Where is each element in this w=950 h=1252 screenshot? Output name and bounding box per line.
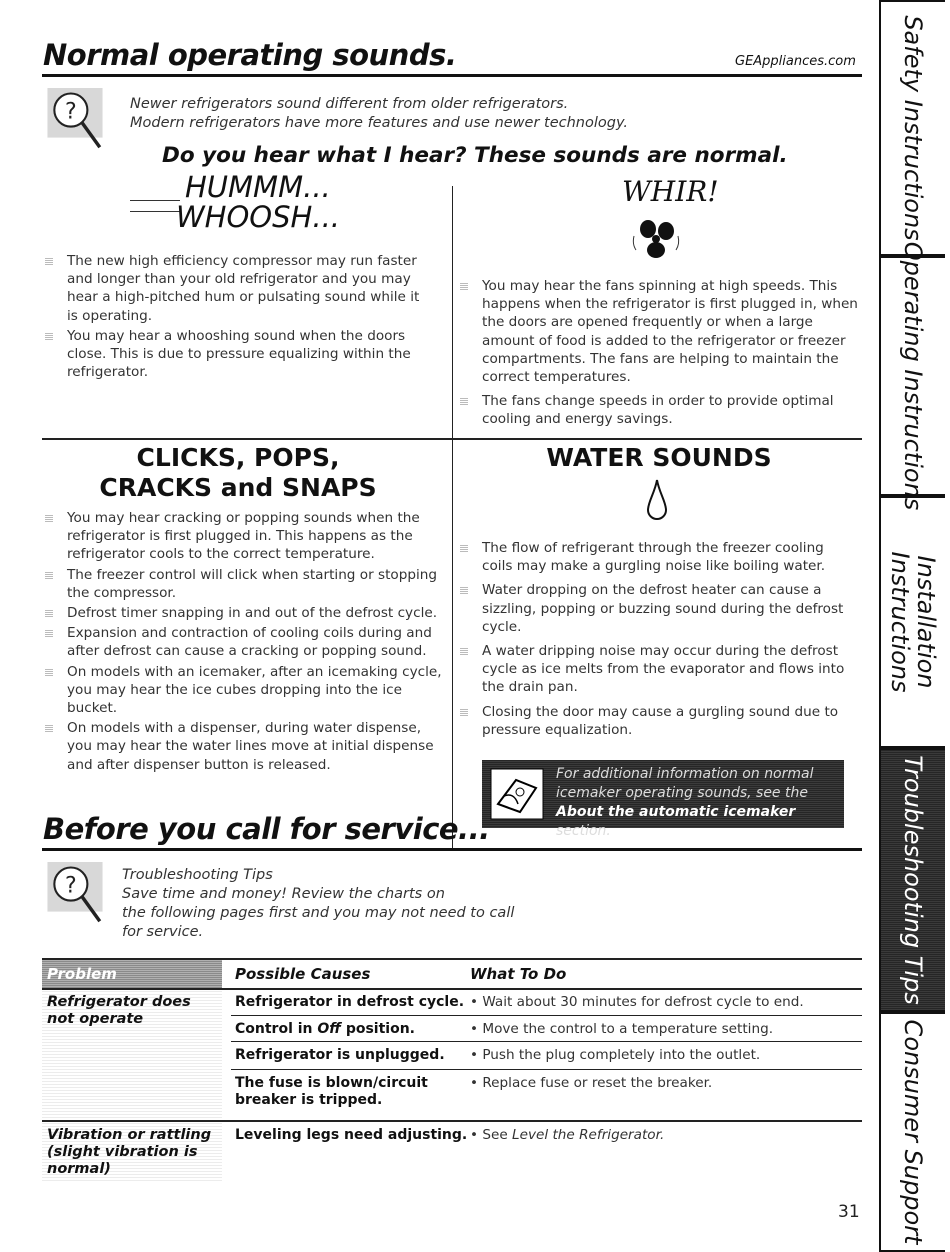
row-rule xyxy=(231,1041,862,1042)
question-magnifier-icon xyxy=(44,862,106,924)
row-rule xyxy=(231,1069,862,1070)
whoosh-speed-lines xyxy=(130,200,180,212)
tips-line-2: Save time and money! Review the charts on xyxy=(122,886,445,902)
problem-label: Refrigerator does not operate xyxy=(47,994,191,1027)
tab-label: Operating Instructions xyxy=(899,241,927,511)
question-magnifier-icon xyxy=(44,88,106,150)
service-title: Before you call for service... xyxy=(43,812,490,846)
whoosh-title: WHOOSH... xyxy=(176,200,341,234)
todo-text: • Replace fuse or reset the breaker. xyxy=(470,1075,713,1091)
intro-line-1: Newer refrigerators sound different from older refrigerators. xyxy=(130,96,569,112)
tab-label: Installation Instructions xyxy=(886,551,940,693)
tab-installation-instructions[interactable] xyxy=(879,496,945,748)
clicks-title-line-1: CLICKS, POPS, xyxy=(136,443,340,472)
tab-label: Safety Instructions xyxy=(899,15,927,241)
clicks-bullet: On models with a dispenser, during water dispense, you may hear the water lines move at initial dispense and after dispenser button is released. xyxy=(43,719,443,774)
water-bullet: Water dropping on the defrost heater can cause a sizzling, popping or buzzing sound during the defrost cycle. xyxy=(458,581,858,636)
whir-bullet: The fans change speeds in order to provide optimal cooling and energy savings. xyxy=(458,392,858,428)
header-causes: Possible Causes xyxy=(235,965,371,983)
svg-text:?: ? xyxy=(65,99,77,125)
todo-text: • See Level the Refrigerator. xyxy=(470,1127,665,1143)
clicks-title-line-2: CRACKS and SNAPS xyxy=(99,473,377,502)
cause-text: Control in Off position. xyxy=(235,1021,415,1037)
note-tail: section. xyxy=(556,823,611,839)
tab-label: Troubleshooting Tips xyxy=(899,755,927,1005)
water-bullet: The flow of refrigerant through the freezer cooling coils may make a gurgling noise like boiling water. xyxy=(458,539,858,575)
site-url: GEAppliances.com xyxy=(735,54,856,69)
tab-troubleshooting-tips[interactable] xyxy=(879,748,945,1012)
water-title: WATER SOUNDS xyxy=(546,443,772,472)
icemaker-note-box xyxy=(482,760,844,839)
fan-icon xyxy=(628,212,684,264)
clicks-bullet: On models with an icemaker, after an icemaking cycle, you may hear the ice cubes dropping into the ice bucket. xyxy=(43,663,443,718)
tips-line-3: the following pages first and you may not need to call xyxy=(122,905,515,921)
icemaker-icon xyxy=(490,768,544,820)
clicks-bullet: You may hear cracking or popping sounds when the refrigerator is first plugged in. This happens as the refrigerator cools to the correct temperature. xyxy=(43,509,443,564)
todo-text: • Move the control to a temperature setting. xyxy=(470,1021,774,1037)
tab-safety-instructions[interactable] xyxy=(879,0,945,256)
tab-consumer-support[interactable] xyxy=(879,1012,945,1252)
service-rule xyxy=(42,848,862,851)
page-number: 31 xyxy=(838,1202,860,1222)
note-bold-link: About the automatic icemaker xyxy=(556,804,796,820)
header-problem: Problem xyxy=(47,965,117,983)
clicks-title xyxy=(43,443,433,503)
cause-text: Refrigerator is unplugged. xyxy=(235,1047,445,1063)
group-rule xyxy=(42,1120,862,1122)
water-bullet: A water dripping noise may occur during the defrost cycle as ice melts from the evaporator and flows into the drain pan. xyxy=(458,642,858,697)
page-title: Normal operating sounds. xyxy=(43,38,457,72)
cause-text: The fuse is blown/circuit breaker is tripped. xyxy=(235,1075,428,1108)
note-line-2: icemaker operating sounds, see the xyxy=(556,785,808,801)
clicks-bullet: Expansion and contraction of cooling coils during and after defrost can cause a cracking or popping sound. xyxy=(43,624,443,660)
clicks-bullet: The freezer control will click when starting or stopping the compressor. xyxy=(43,566,443,602)
intro-line-2: Modern refrigerators have more features and use newer technology. xyxy=(130,115,629,131)
todo-text: • Wait about 30 minutes for defrost cycle to end. xyxy=(470,994,804,1010)
clicks-bullets xyxy=(43,509,443,776)
problem-label: Vibration or rattling (slight vibration is normal) xyxy=(47,1127,212,1177)
todo-text: • Push the plug completely into the outlet. xyxy=(470,1047,761,1063)
hum-bullet: The new high efficiency compressor may run faster and longer than your old refrigerator and you may hear a high-pitched hum or pulsating sound while it is operating. xyxy=(43,252,433,325)
side-tabs xyxy=(879,0,947,1245)
whir-bullets xyxy=(458,277,858,431)
water-bullet: Closing the door may cause a gurgling sound due to pressure equalization. xyxy=(458,703,858,739)
tab-operating-instructions[interactable] xyxy=(879,241,945,511)
column-divider-bottom xyxy=(452,438,453,850)
whir-title: WHIR! xyxy=(622,175,719,208)
whir-bullet: You may hear the fans spinning at high speeds. This happens when the refrigerator is first plugged in, when the doors are opened frequently or when a large amount of food is added to the refrigerator or freezer compartments. The fans are helping to maintain the correct temperatures. xyxy=(458,277,858,386)
svg-text:?: ? xyxy=(65,873,77,899)
troubleshooting-tips xyxy=(122,866,514,942)
section-rule xyxy=(42,438,862,440)
water-drop-icon xyxy=(645,478,669,524)
water-bullets xyxy=(458,539,858,741)
header-rule xyxy=(42,988,862,990)
tab-label: Consumer Support xyxy=(899,1019,927,1245)
hum-bullet: You may hear a whooshing sound when the doors close. This is due to pressure equalizing within the refrigerator. xyxy=(43,327,433,382)
question-subhead: Do you hear what I hear? These sounds are normal. xyxy=(162,143,788,168)
cause-text: Refrigerator in defrost cycle. xyxy=(235,994,465,1010)
tips-line-4: for service. xyxy=(122,924,204,940)
note-line-1: For additional information on normal xyxy=(556,766,814,782)
header-todo: What To Do xyxy=(470,965,567,983)
hum-bullets xyxy=(43,252,433,383)
column-divider-top xyxy=(452,186,453,438)
cause-text: Leveling legs need adjusting. xyxy=(235,1127,468,1143)
hum-title: HUMMM... xyxy=(185,170,331,204)
header-rule xyxy=(42,74,862,77)
clicks-bullet: Defrost timer snapping in and out of the defrost cycle. xyxy=(43,604,443,622)
row-rule xyxy=(231,1015,862,1016)
tips-line-1: Troubleshooting Tips xyxy=(122,867,273,883)
